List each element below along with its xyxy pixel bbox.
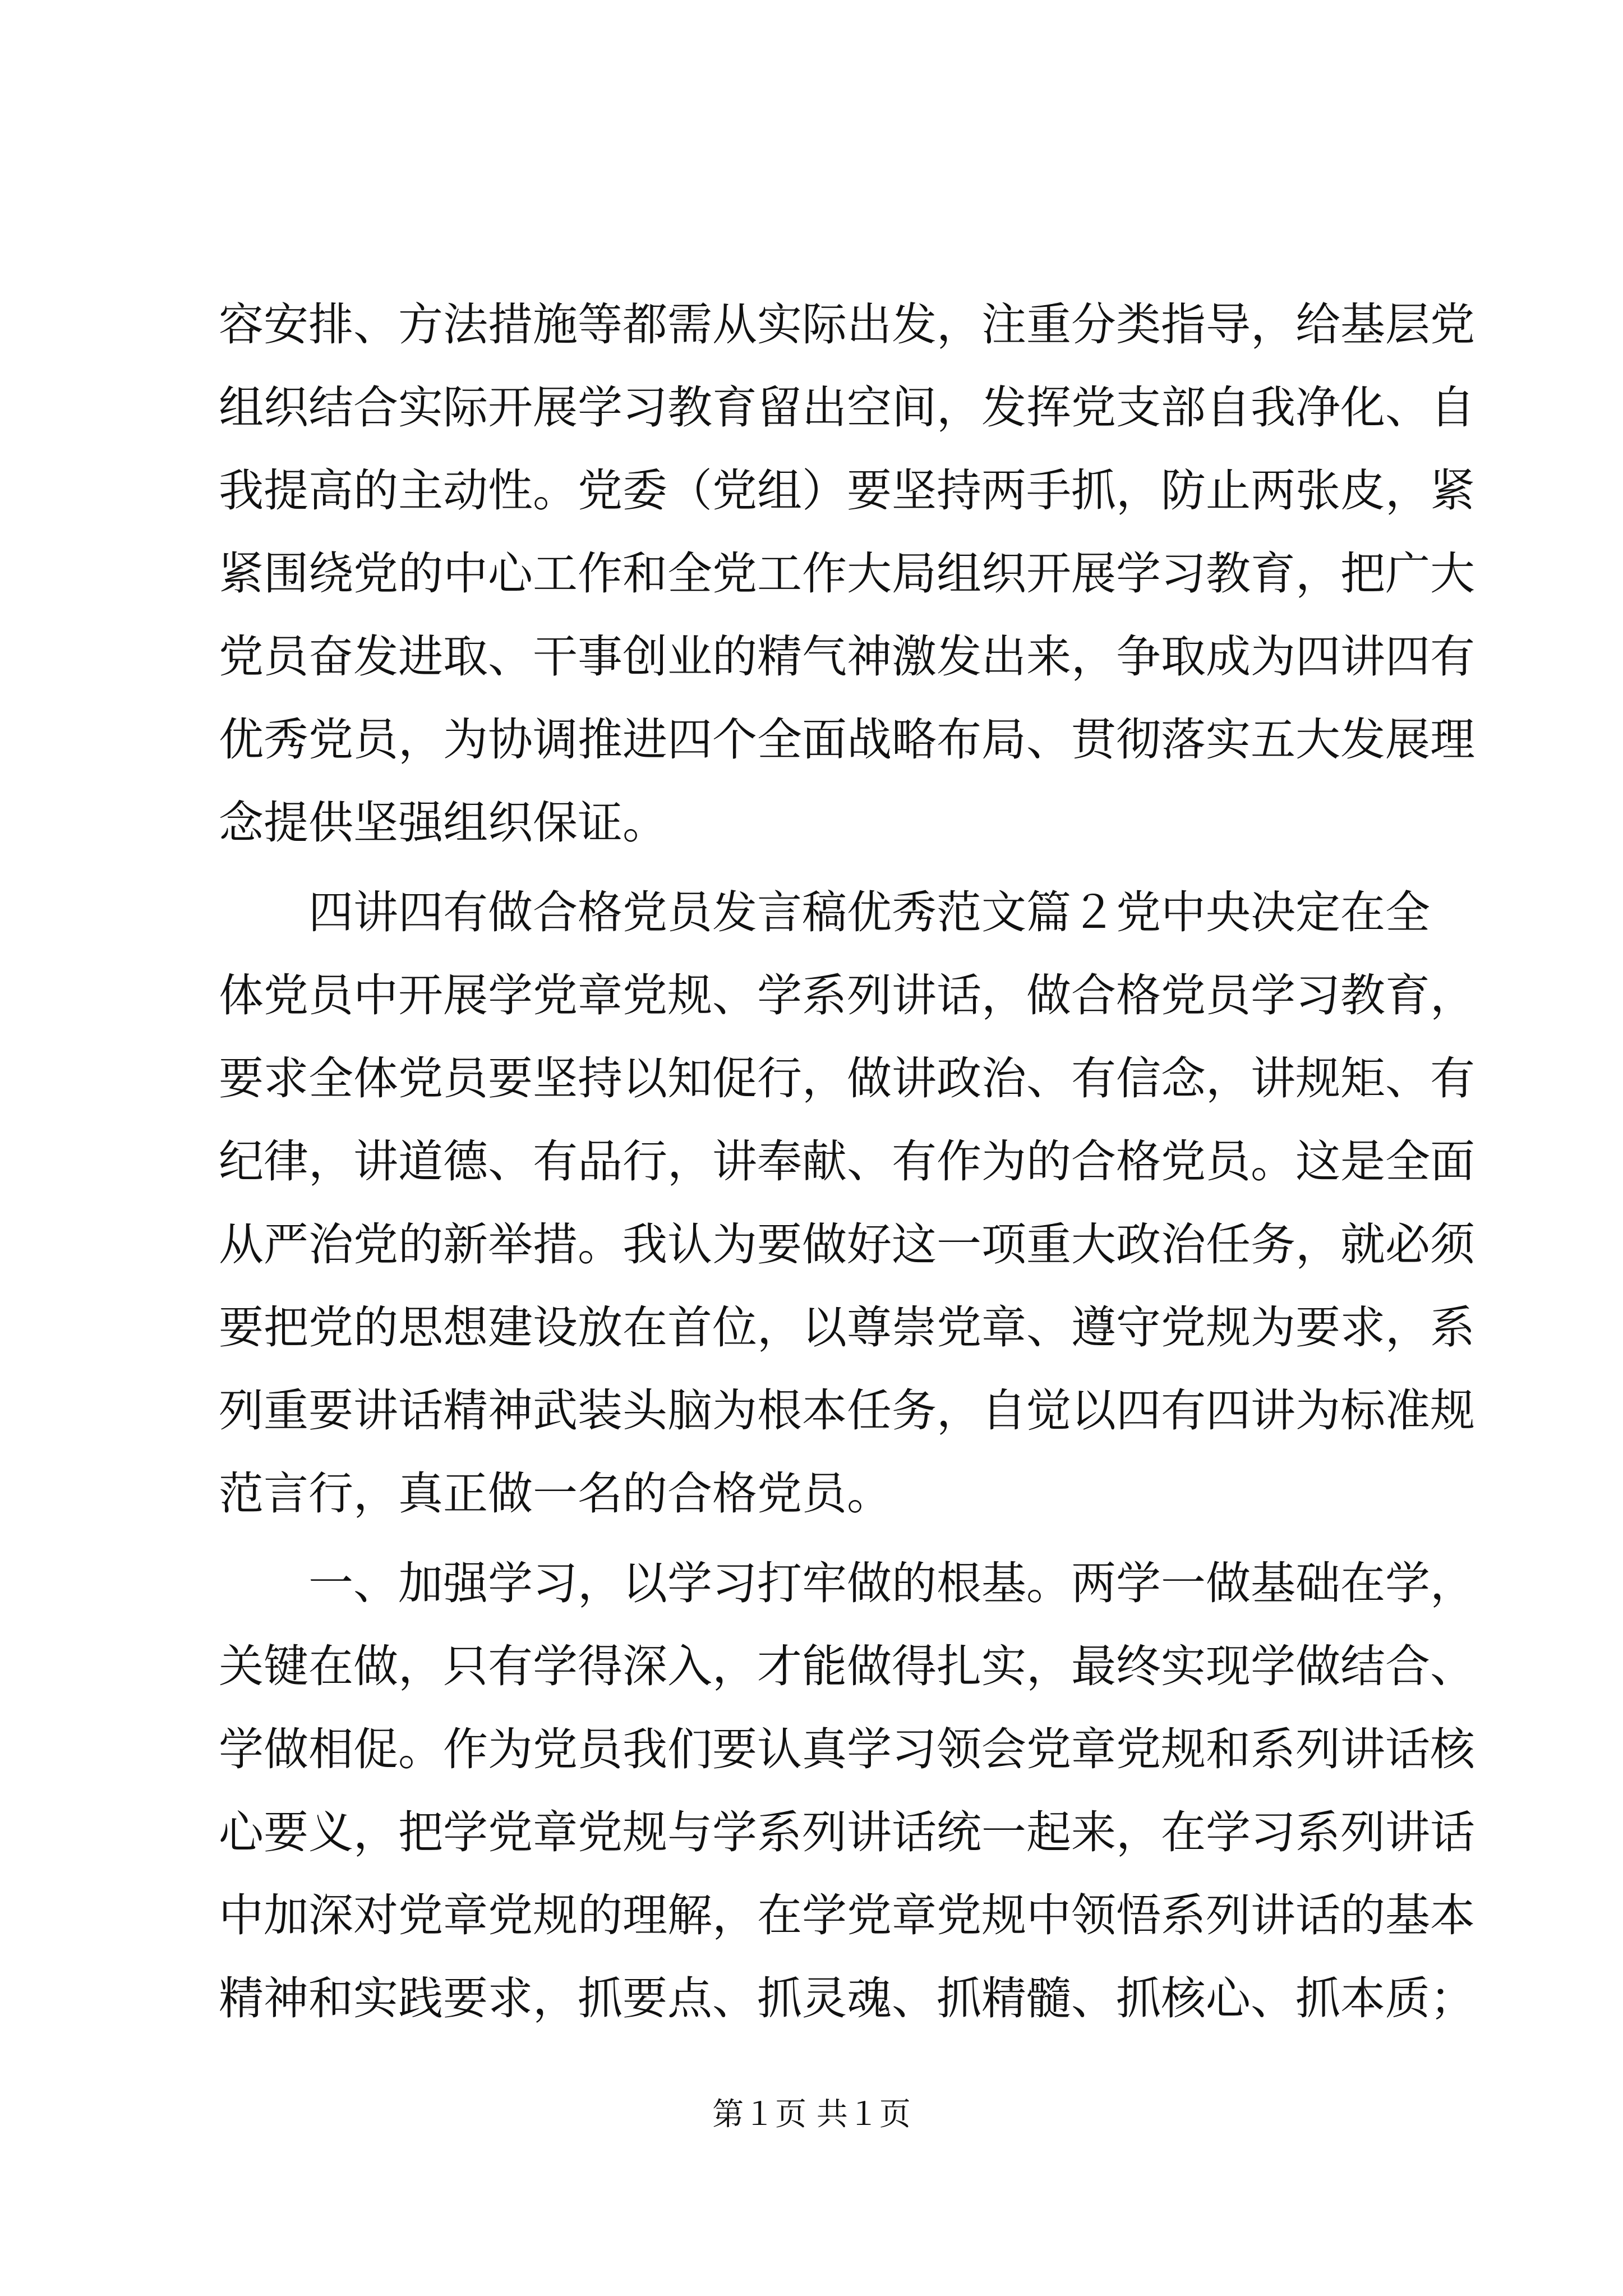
- text-line: 一、加强学习，以学习打牢做的根基。两学一做基础在学，: [308, 1557, 1475, 1609]
- text-line: 党员奋发进取、干事创业的精气神激发出来，争取成为四讲四有: [219, 631, 1475, 683]
- text-line: 中加深对党章党规的理解，在学党章党规中领悟系列讲话的基本: [219, 1889, 1475, 1941]
- text-line: 组织结合实际开展学习教育留出空间，发挥党支部自我净化、自: [219, 381, 1475, 434]
- text-line: 列重要讲话精神武装头脑为根本任务，自觉以四有四讲为标准规: [219, 1384, 1475, 1437]
- text-line: 我提高的主动性。党委（党组）要坚持两手抓，防止两张皮，紧: [219, 464, 1475, 517]
- text-line: 体党员中开展学党章党规、学系列讲话，做合格党员学习教育，: [219, 969, 1475, 1022]
- paragraph-2: [219, 871, 1475, 1535]
- text-line: 念提供坚强组织保证。: [219, 797, 667, 849]
- text-line: 学做相促。作为党员我们要认真学习领会党章党规和系列讲话核: [219, 1723, 1475, 1775]
- text-line: 要求全体党员要坚持以知促行，做讲政治、有信念，讲规矩、有: [219, 1052, 1475, 1105]
- paragraph-3: [219, 1542, 1475, 2040]
- text-line: 紧围绕党的中心工作和全党工作大局组织开展学习教育，把广大: [219, 547, 1475, 600]
- text-line: 纪律，讲道德、有品行，讲奉献、有作为的合格党员。这是全面: [219, 1135, 1475, 1188]
- text-line: 从严治党的新举措。我认为要做好这一项重大政治任务，就必须: [219, 1218, 1475, 1271]
- paragraph-spacer: [219, 864, 1408, 871]
- text-line: 精神和实践要求，抓要点、抓灵魂、抓精髓、抓核心、抓本质；: [219, 1972, 1475, 2024]
- page-number: 第１页 共１页: [712, 2096, 911, 2133]
- text-line: 容安排、方法措施等都需从实际出发，注重分类指导，给基层党: [219, 298, 1475, 351]
- text-line: 四讲四有做合格党员发言稿优秀范文篇２党中央决定在全: [308, 886, 1430, 938]
- page-footer: [0, 2092, 1623, 2137]
- document-body: [219, 283, 1475, 2040]
- text-line: 要把党的思想建设放在首位，以尊崇党章、遵守党规为要求，系: [219, 1301, 1475, 1354]
- text-line: 关键在做，只有学得深入，才能做得扎实，最终实现学做结合、: [219, 1640, 1475, 1692]
- text-line: 优秀党员，为协调推进四个全面战略布局、贯彻落实五大发展理: [219, 714, 1475, 766]
- text-line: 心要义，把学党章党规与学系列讲话统一起来，在学习系列讲话: [219, 1806, 1475, 1858]
- text-line: 范言行，真正做一名的合格党员。: [219, 1467, 892, 1520]
- paragraph-1: [219, 283, 1475, 864]
- paragraph-spacer: [219, 1535, 1408, 1542]
